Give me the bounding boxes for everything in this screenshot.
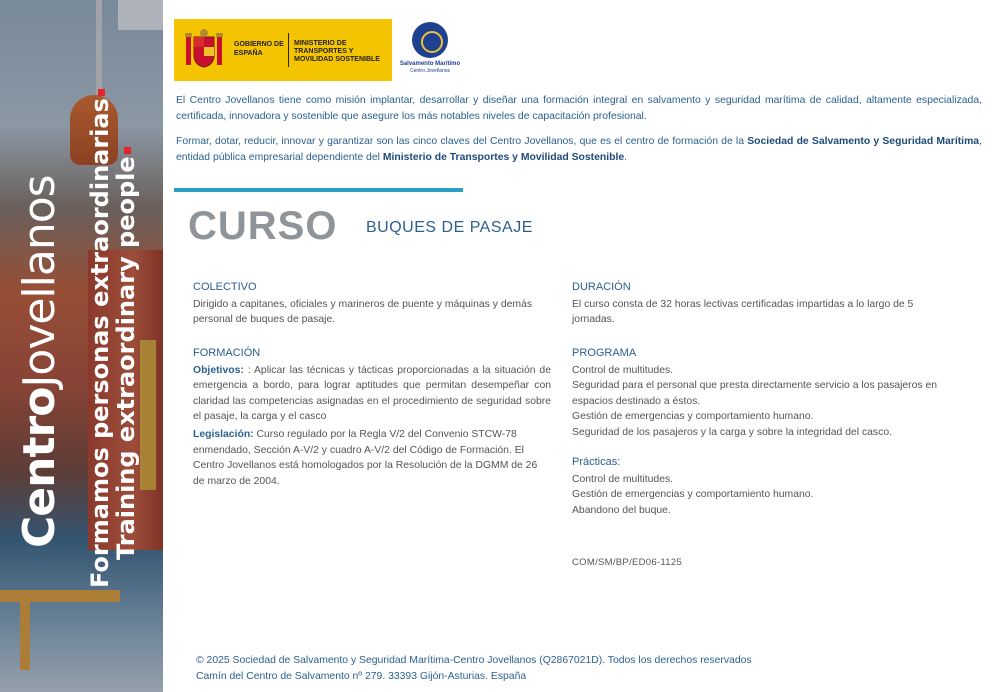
intro-p2-a: Formar, dotar, reducir, innovar y garantizar son las cinco claves del Centro Jovellanos, que es el centro de formación de la xyxy=(176,136,748,147)
accent-divider xyxy=(174,188,463,192)
list-item: Control de multitudes. xyxy=(572,473,674,485)
tagline-english-text: Training extraordinary people xyxy=(112,156,140,560)
programa-heading: PROGRAMA xyxy=(572,347,637,359)
section-colectivo xyxy=(193,280,553,328)
objetivos-label: Objetivos: xyxy=(193,364,244,376)
course-title: BUQUES DE PASAJE xyxy=(366,219,533,236)
logo-divider xyxy=(288,33,289,67)
legislacion-paragraph xyxy=(193,427,551,489)
tagline-spanish-text: Formamos personas extraordinarias xyxy=(86,98,114,588)
government-logo xyxy=(174,19,392,81)
formacion-heading: FORMACIÓN xyxy=(193,347,261,359)
list-item: Abandono del buque. xyxy=(572,504,671,516)
intro-p2-ministry: Ministerio de Transportes y Movilidad Sostenible xyxy=(382,151,625,163)
salvamento-logo xyxy=(398,22,462,82)
duracion-heading: DURACIÓN xyxy=(572,281,631,293)
practicas-heading: Prácticas: xyxy=(572,456,621,468)
section-formacion xyxy=(193,346,551,489)
brand-light: Jovellanos xyxy=(14,175,65,388)
salvamento-sub: Centro Jovellanos xyxy=(409,68,451,74)
list-item: Gestión de emergencias y comportamiento humano. xyxy=(572,411,814,423)
intro-p2-end: . xyxy=(624,151,628,163)
brand-logo-text xyxy=(14,175,65,548)
list-item: Control de multitudes. xyxy=(572,364,674,376)
legislacion-text: Curso regulado por la Regla V/2 del Convenio STCW-78 enmendado, Sección A-V/2 y cuadro A-V/2 del Código de Formación. El Centro Jovellanos está homologados por la Resolución de la DGMM de 26 de marzo de 2004. xyxy=(193,428,538,487)
tagline-english xyxy=(112,147,140,560)
objetivos-text: : Aplicar las técnicas y tácticas proporcionadas a la situación de emergencia a bordo, para lograr aptitudes que permitan desempeñar con claridad las competencias asignadas en el procedimiento de seguridad sobre el pasaje, la carga y el casco xyxy=(193,364,551,423)
coat-of-arms-icon xyxy=(184,27,224,73)
brand-bold: Centro xyxy=(14,387,65,548)
footer xyxy=(196,653,752,684)
red-dot-icon xyxy=(124,147,131,154)
salvamento-emblem-icon xyxy=(412,22,448,58)
intro-p2-c: , entidad pública empresarial dependiente del xyxy=(176,136,982,163)
objetivos-paragraph xyxy=(193,363,551,425)
colectivo-heading: COLECTIVO xyxy=(193,281,257,293)
intro-paragraph-1: El Centro Jovellanos tiene como misión implantar, desarrollar y diseñar una formación integral en salvamento y seguridad marítima de calidad, altamente especializada, certificada, innovadora y sostenible que asegure los más notables niveles de capacitación profesional. xyxy=(176,95,982,122)
salvamento-name: Salvamento Marítimo xyxy=(399,61,461,67)
list-item: Seguridad para el personal que presta directamente servicio a los pasajeros en espacios destinado a éstos. xyxy=(572,380,938,407)
red-dot-icon xyxy=(98,89,105,96)
section-practicas xyxy=(572,455,952,518)
side-photo-band xyxy=(0,0,163,692)
course-code: COM/SM/BP/ED06-1125 xyxy=(572,557,683,568)
tagline-spanish xyxy=(86,89,114,588)
footer-address: Camín del Centro de Salvamento nº 279. 33393 Gijón-Asturias. España xyxy=(196,670,527,682)
section-duracion xyxy=(572,280,932,328)
footer-copyright: © 2025 Sociedad de Salvamento y Seguridad Marítima-Centro Jovellanos (Q2867021D). Todos los derechos reservados xyxy=(196,655,752,666)
course-label: CURSO xyxy=(188,204,338,248)
list-item: Gestión de emergencias y comportamiento humano. xyxy=(572,489,814,501)
gov-name: GOBIERNO DE ESPAÑA xyxy=(234,41,284,57)
duracion-text: El curso consta de 32 horas lectivas certificadas impartidas a lo largo de 5 jornadas. xyxy=(572,298,914,326)
ministry-name: MINISTERIO DE TRANSPORTES Y MOVILIDAD SOSTENIBLE xyxy=(294,40,380,63)
section-programa xyxy=(572,346,952,441)
legislacion-label: Legislación: xyxy=(193,428,254,440)
intro-p2-org: Sociedad de Salvamento y Seguridad Marítima xyxy=(747,136,980,147)
list-item: Seguridad de los pasajeros y la carga y sobre la integridad del casco. xyxy=(572,426,892,438)
colectivo-text: Dirigido a capitanes, oficiales y marineros de puente y máquinas y demás personal de buques de pasaje. xyxy=(193,298,533,326)
intro-paragraph-2 xyxy=(176,134,982,165)
